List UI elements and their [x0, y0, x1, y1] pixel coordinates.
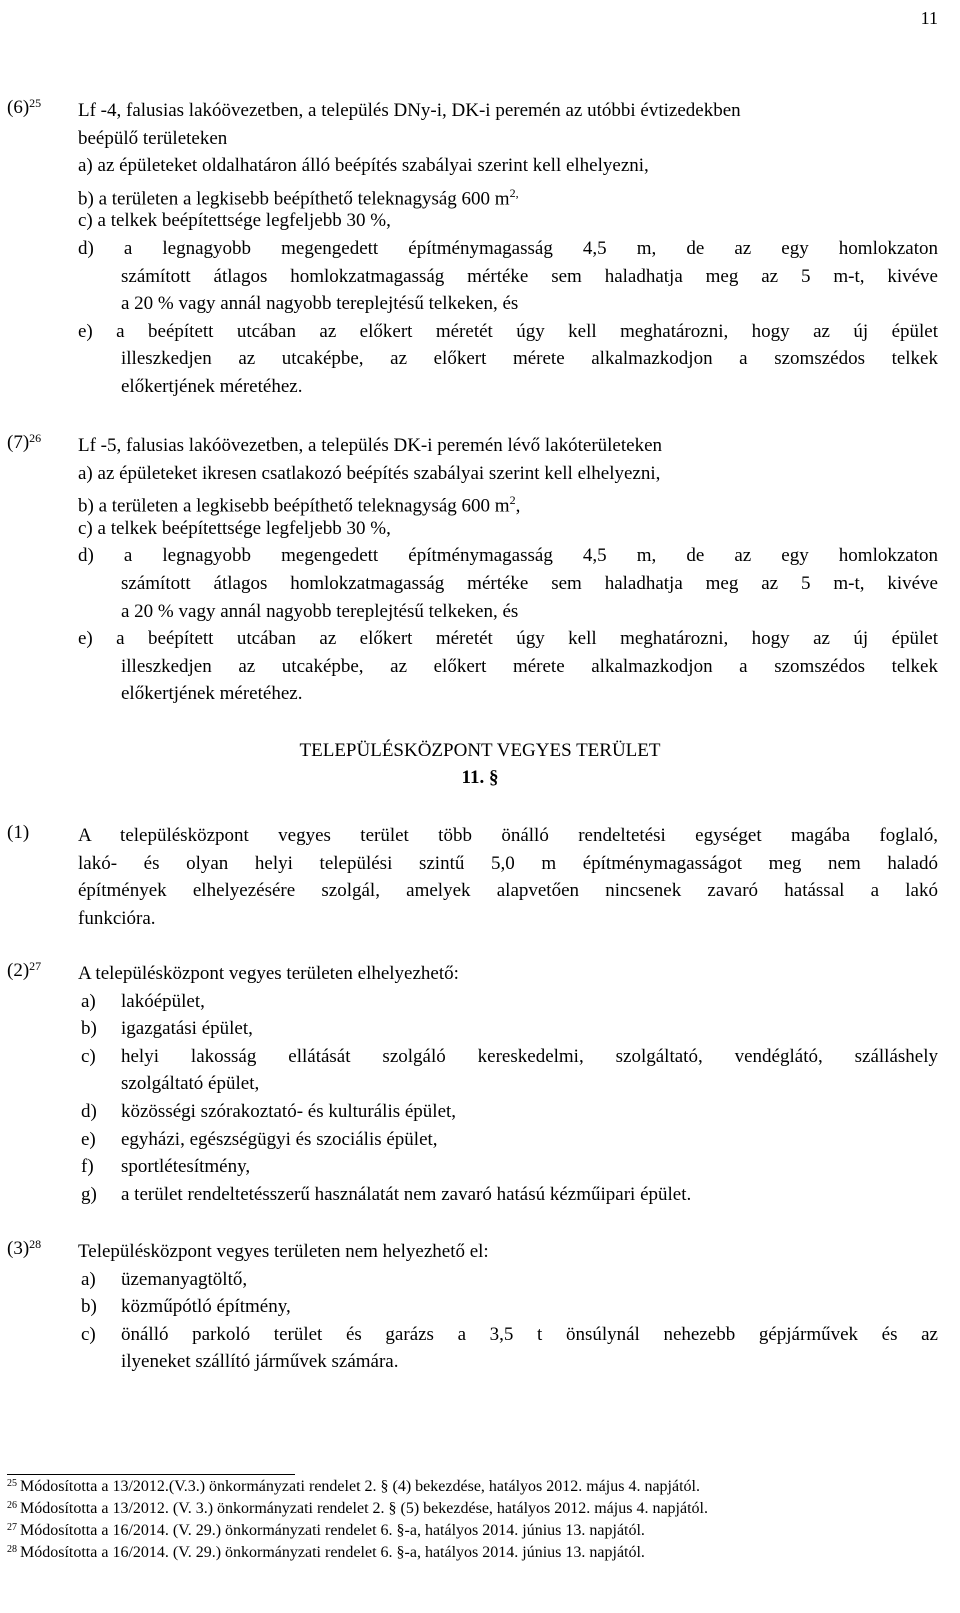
list-item	[78, 1126, 938, 1154]
list-item	[78, 1293, 938, 1321]
item-d: d) a legnagyobb megengedett építménymagasság 4,5 m, de az egy homlokzaton	[78, 545, 938, 567]
paragraph-lead: Lf -4, falusias lakóövezetben, a település DNy-i, DK-i peremén az utóbbi évtizedekben	[78, 100, 741, 121]
list-item-text: lakóépület,	[121, 990, 205, 1012]
footnote	[7, 1521, 645, 1541]
item-d: d) a legnagyobb megengedett építménymagasság 4,5 m, de az egy homlokzaton	[78, 237, 938, 259]
footnote-text: Módosította a 13/2012. (V. 3.) önkormányzati rendelet 2. § (5) bekezdése, hatályos 2012. május 4. napjától.	[20, 1500, 708, 1517]
item-e-cont: előkertjének méretéhez.	[121, 683, 303, 705]
footnote-text: Módosította a 16/2014. (V. 29.) önkormányzati rendelet 6. §-a, hatályos 2014. június 13. napjától.	[20, 1544, 645, 1561]
footnote-number: 25	[7, 1478, 17, 1489]
paragraph-line: A településközpont vegyes terület több önálló rendeltetési egységet magába foglaló,	[78, 825, 938, 846]
list-item	[78, 1015, 938, 1043]
item-e: e) a beépített utcában az előkert méretét úgy kell meghatározni, hogy az új épület	[78, 628, 938, 650]
paragraph-line: beépülő területeken	[78, 127, 228, 149]
list-item-label: e)	[81, 1128, 96, 1150]
paragraph-number: $(6)^{25}$	[7, 96, 42, 118]
paragraph-line: funkcióra.	[78, 907, 156, 929]
list-item-label: c)	[81, 1045, 96, 1067]
list-item	[78, 1043, 938, 1071]
footnote-text: Módosította a 16/2014. (V. 29.) önkormányzati rendelet 6. §-a, hatályos 2014. június 13. napjától.	[20, 1522, 645, 1539]
list-item-label: b)	[81, 1018, 97, 1040]
list-item-cont: ilyeneket szállító járművek számára.	[121, 1351, 399, 1373]
list-item	[78, 1266, 938, 1294]
paragraph-lead: Településközpont vegyes területen nem helyezhető el:	[78, 1241, 489, 1262]
list-item-label: c)	[81, 1323, 96, 1345]
footnote-number: 28	[7, 1544, 17, 1555]
paragraph-line: építmények elhelyezésére szolgál, amelyek alapvetően nincsenek zavaró hatással a lakó	[78, 880, 938, 902]
section-heading	[0, 737, 960, 791]
footnote-ref: 26	[29, 431, 42, 445]
section-number: 11. §	[461, 767, 499, 788]
footnote-number: 26	[7, 1500, 17, 1511]
section-title: TELEPÜLÉSKÖZPONT VEGYES TERÜLET	[299, 740, 661, 761]
paragraph-number: $(7)^{26}$	[7, 431, 42, 453]
paragraph-lead: A településközpont vegyes területen elhelyezhető:	[78, 963, 459, 984]
list-item-text: sportlétesítmény,	[121, 1156, 251, 1178]
footnote-ref: 28	[29, 1237, 42, 1251]
item-a: a) az épületeket ikresen csatlakozó beépítés szabályai szerint kell elhelyezni,	[78, 462, 661, 484]
footnote-text: Módosította a 13/2012.(V.3.) önkormányzati rendelet 2. § (4) bekezdése, hatályos 2012. május 4. napjától.	[20, 1478, 700, 1495]
list-item-label: d)	[81, 1100, 97, 1122]
superscript: 2	[509, 493, 516, 508]
paragraph-number: $(3)^{28}$	[7, 1237, 42, 1259]
paragraph-line: lakó- és olyan helyi települési szintű 5,0 m építménymagasságot meg nem haladó	[78, 852, 938, 874]
list-item	[78, 1153, 938, 1181]
list-item-text: egyházi, egészségügyi és szociális épület,	[121, 1128, 438, 1150]
item-e-cont: előkertjének méretéhez.	[121, 375, 303, 397]
footnote	[7, 1499, 708, 1519]
footnote	[7, 1477, 700, 1497]
item-d-cont: számított átlagos homlokzatmagasság mértéke sem haladhatja meg az 5 m-t, kivéve	[121, 572, 938, 594]
list-item-text: a terület rendeltetésszerű használatát nem zavaró hatású kézműipari épület.	[121, 1183, 692, 1205]
item-e: e) a beépített utcában az előkert méretét úgy kell meghatározni, hogy az új épület	[78, 320, 938, 342]
item-d-cont: a 20 % vagy annál nagyobb tereplejtésű telkeken, és	[121, 293, 519, 315]
list-item-text: üzemanyagtöltő,	[121, 1268, 248, 1290]
list-item-text: önálló parkoló terület és garázs a 3,5 t önsúlynál nehezebb gépjárművek és az	[121, 1323, 938, 1345]
item-d-cont: számított átlagos homlokzatmagasság mértéke sem haladhatja meg az 5 m-t, kivéve	[121, 265, 938, 287]
item-b: b) a területen a legkisebb beépíthető teleknagyság 600 $m^2$,	[78, 493, 521, 517]
list-item-label: a)	[81, 990, 96, 1012]
list-item-label: b)	[81, 1296, 97, 1318]
list-item-text: közösségi szórakoztató- és kulturális épület,	[121, 1100, 457, 1122]
item-b: b) a területen a legkisebb beépíthető teleknagyság 600 $m^{2,}$	[78, 185, 519, 210]
item-c: c) a telkek beépítettsége legfeljebb 30 %,	[78, 210, 391, 232]
footnote-ref: 25	[29, 96, 42, 110]
item-d-cont: a 20 % vagy annál nagyobb tereplejtésű telkeken, és	[121, 600, 519, 622]
footnote-divider	[7, 1474, 295, 1475]
list-item	[78, 1321, 938, 1349]
superscript: 2,	[509, 185, 519, 200]
list-item-cont: szolgáltató épület,	[121, 1073, 260, 1095]
paragraph-lead: Lf -5, falusias lakóövezetben, a település DK-i peremén lévő lakóterületeken	[78, 435, 663, 456]
list-item-label: f)	[81, 1156, 94, 1178]
page-number: 11	[920, 8, 938, 28]
list-item	[78, 1098, 938, 1126]
footnote-ref: 27	[29, 959, 42, 973]
paragraph-number: $(2)^{27}$	[7, 959, 42, 981]
list-item-label: g)	[81, 1183, 97, 1205]
item-e-cont: illeszkedjen az utcaképbe, az előkert mérete alkalmazkodjon a szomszédos telkek	[121, 655, 938, 677]
item-c: c) a telkek beépítettsége legfeljebb 30 %,	[78, 517, 391, 539]
item-a: a) az épületeket oldalhatáron álló beépítés szabályai szerint kell elhelyezni,	[78, 155, 649, 177]
footnote-number: 27	[7, 1522, 17, 1533]
list-item-label: a)	[81, 1268, 96, 1290]
item-e-cont: illeszkedjen az utcaképbe, az előkert mérete alkalmazkodjon a szomszédos telkek	[121, 348, 938, 370]
paragraph-number: (1)	[7, 822, 30, 843]
list-item	[78, 988, 938, 1016]
list-item	[78, 1181, 938, 1209]
footnote	[7, 1543, 645, 1563]
list-item-text: helyi lakosság ellátását szolgáló kereskedelmi, szolgáltató, vendéglátó, szálláshely	[121, 1045, 938, 1067]
list-item-text: igazgatási épület,	[121, 1018, 253, 1040]
list-item-text: közműpótló építmény,	[121, 1296, 291, 1318]
